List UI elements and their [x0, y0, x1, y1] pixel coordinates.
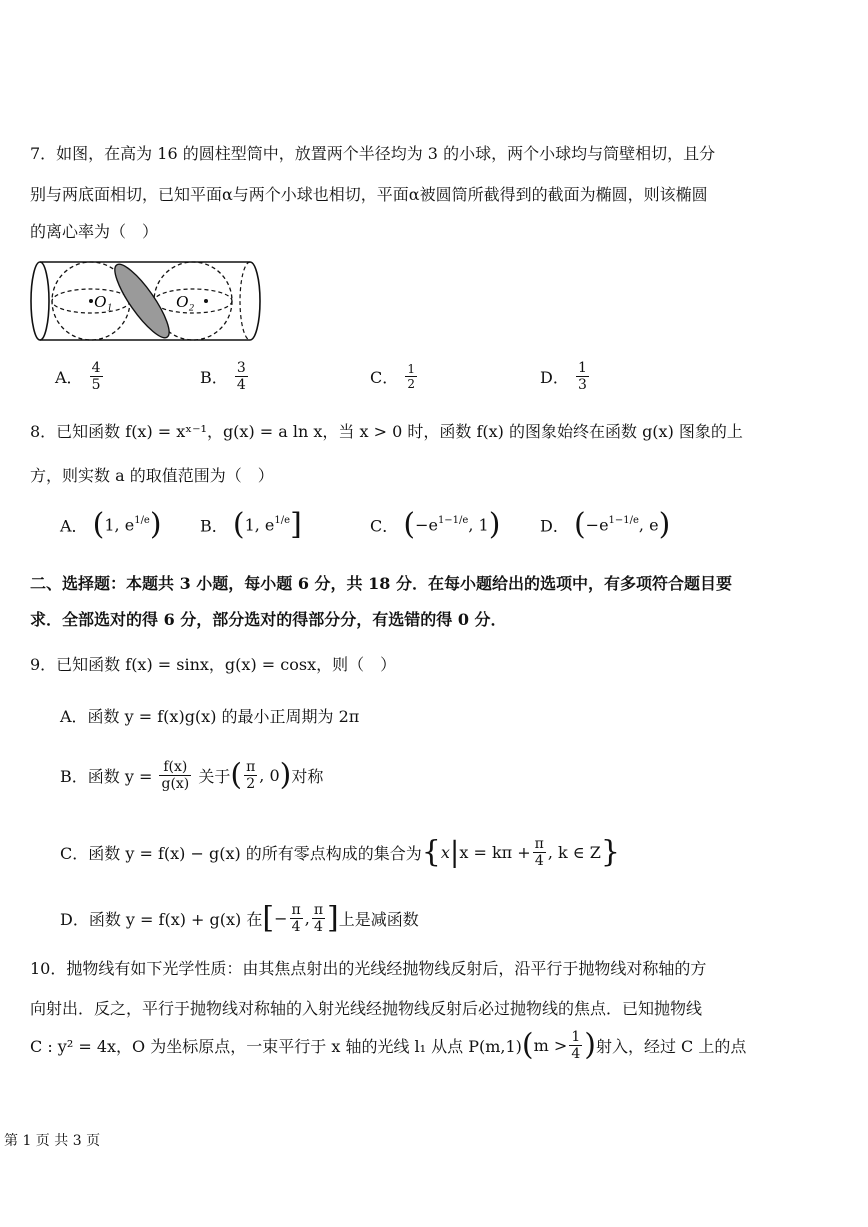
fraction: $\frac{1}{3}$	[577, 360, 587, 393]
q7-line-1: 7．如图，在高为 16 的圆柱型筒中，放置两个半径均为 3 的小球，两个小球均与筒壁相切，且分	[30, 144, 716, 163]
interval-tail: , e	[638, 515, 659, 535]
fraction: $\frac{3}{4}$	[236, 360, 246, 393]
interval-tail: , 1	[468, 515, 489, 535]
fraction-pi-over-2: $\frac{\pi}{2}$	[246, 759, 256, 792]
exponent: 1−1/e	[608, 515, 639, 527]
q8-option-a[interactable]	[60, 507, 162, 542]
q9-option-c[interactable]: C．函数 y = f(x) − g(x) 的所有零点构成的集合为{x|x = kπ + $\frac{\pi}{4}$ , k ∈ Z}	[60, 834, 620, 870]
q10-line-3: C : y² = 4x，O 为坐标原点，一束平行于 x 轴的光线 l₁ 从点 P(m,1)(m > $\frac{1}{4}$ )射入，经过 C 上的点	[30, 1027, 747, 1063]
q7-line-3: 的离心率为（ ）	[30, 222, 159, 241]
fraction-f-over-g: $\frac{f(x)}{g(x)}$	[161, 759, 190, 792]
q8-option-d[interactable]	[540, 507, 671, 542]
center-o2-label: O₂	[176, 292, 195, 311]
q7-option-a[interactable]	[55, 360, 105, 393]
exponent: 1−1/e	[437, 515, 469, 527]
option-label: B．	[200, 516, 228, 536]
option-label: C．	[370, 368, 399, 387]
option-label: A．	[60, 516, 88, 536]
section-2-heading-line-2: 求．全部选对的得 6 分，部分选对的得部分分，有选错的得 0 分．	[30, 610, 507, 629]
q10-line-3-prefix: C : y² = 4x，O 为坐标原点，一束平行于 x 轴的光线 l₁ 从点 P(m,1)	[30, 1037, 522, 1056]
right-paren: )	[149, 507, 162, 542]
option-label: D．	[540, 516, 569, 536]
left-paren: (	[403, 507, 416, 542]
fraction-pi-over-4: $\frac{\pi}{4}$	[313, 902, 324, 935]
set-rule-tail: , k ∈ Z	[547, 843, 601, 862]
interval-body: −e	[415, 515, 438, 535]
right-paren: )	[488, 507, 501, 542]
option-label: C．	[370, 516, 399, 536]
right-paren: )	[658, 507, 671, 542]
center-o1-dot	[89, 299, 93, 303]
option-label: A．	[55, 368, 83, 387]
option-b-mid: 关于	[198, 767, 231, 786]
section-2-heading-line-1: 二、选择题：本题共 3 小题，每小题 6 分，共 18 分．在每小题给出的选项中，有多项符合题目要	[30, 574, 732, 593]
option-b-end: 对称	[291, 767, 324, 786]
left-paren: (	[92, 507, 105, 542]
option-c-prefix: C．函数 y = f(x) − g(x) 的所有零点构成的集合为	[60, 844, 422, 863]
exponent: 1/e	[134, 515, 150, 527]
q7-option-b[interactable]	[200, 360, 250, 393]
q8-option-c[interactable]	[370, 507, 501, 542]
option-d-suffix: 上是减函数	[338, 910, 419, 929]
cylinder-right-end-front	[250, 262, 260, 340]
q9-stem: 9．已知函数 f(x) = sinx，g(x) = cosx，则（ ）	[30, 655, 397, 674]
set-var: x	[440, 843, 450, 862]
interval-body: 1, e	[104, 515, 135, 535]
option-d-prefix: D．函数 y = f(x) + g(x) 在	[60, 910, 263, 929]
q7-option-d[interactable]	[540, 360, 591, 393]
q9-option-b[interactable]: B．函数 y = $\frac{f(x)}{g(x)}$ 关于( $\frac{\pi}{2}$ , 0)对称	[60, 757, 324, 793]
option-label: B．	[200, 368, 228, 387]
cylinder-figure	[28, 256, 268, 346]
page-footer: 第 1 页 共 3 页	[4, 1133, 101, 1149]
q10-condition: m >	[533, 1036, 568, 1055]
q8-option-b[interactable]	[200, 507, 302, 542]
fraction: $\frac{1}{2}$	[407, 362, 415, 391]
exponent: 1/e	[274, 515, 291, 527]
cylinder-right-end-back	[240, 262, 250, 340]
fraction-one-quarter: $\frac{1}{4}$	[571, 1029, 581, 1062]
q8-line-1: 8．已知函数 f(x) = xˣ⁻¹，g(x) = a ln x，当 x > 0 时，函数 f(x) 的图象始终在函数 g(x) 图象的上	[30, 422, 743, 441]
q9-option-a[interactable]: A．函数 y = f(x)g(x) 的最小正周期为 2π	[60, 707, 360, 726]
center-o2-dot	[204, 299, 208, 303]
ellipse-cross-section	[107, 258, 177, 344]
q10-line-1: 10．抛物线有如下光学性质：由其焦点射出的光线经抛物线反射后，沿平行于抛物线对称轴的方	[30, 959, 707, 978]
q9-option-d[interactable]: D．函数 y = f(x) + g(x) 在[− $\frac{\pi}{4}$ , $\frac{\pi}{4}$ ]上是减函数	[60, 900, 419, 936]
right-bracket: ]	[290, 507, 302, 542]
interval-body: 1, e	[244, 515, 275, 535]
fraction: $\frac{4}{5}$	[91, 360, 101, 393]
option-b-prefix: B．函数 y =	[60, 767, 153, 786]
q10-line-2: 向射出．反之，平行于抛物线对称轴的入射光线经抛物线反射后必过抛物线的焦点．已知抛物线	[30, 999, 703, 1018]
option-b-point-tail: , 0	[259, 766, 280, 785]
left-paren: (	[232, 507, 245, 542]
fraction-minus-pi-over-4: $\frac{\pi}{4}$	[291, 902, 301, 935]
q7-option-c[interactable]	[370, 362, 419, 391]
q8-line-2: 方，则实数 a 的取值范围为（ ）	[30, 466, 274, 485]
fraction-pi-over-4: $\frac{\pi}{4}$	[534, 836, 544, 869]
interval-body: −e	[585, 515, 609, 535]
q10-line-3-suffix: 射入，经过 C 上的点	[595, 1037, 747, 1056]
left-paren: (	[573, 507, 586, 542]
cylinder-left-end	[31, 262, 49, 340]
q7-line-2: 别与两底面相切，已知平面α与两个小球也相切，平面α被圆筒所截得到的截面为椭圆，则该椭圆	[30, 185, 708, 204]
set-rule: x = kπ +	[459, 843, 531, 862]
option-label: D．	[540, 368, 569, 387]
center-o1-label: O₁	[94, 292, 113, 311]
